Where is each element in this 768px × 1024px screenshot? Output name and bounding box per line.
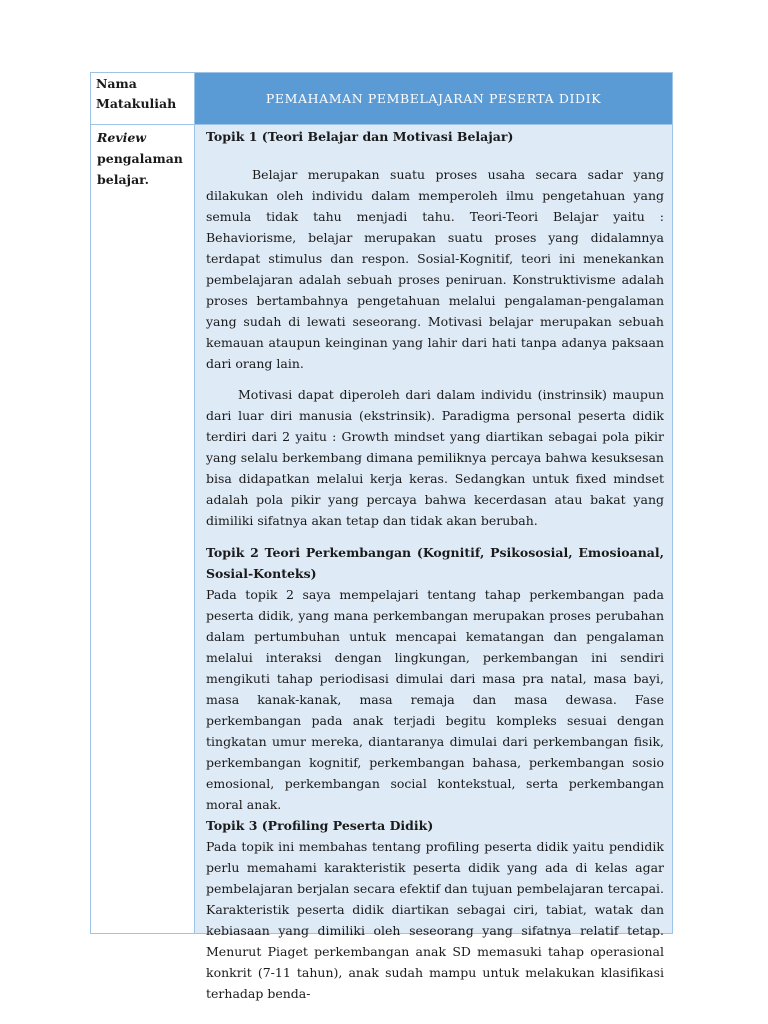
course-name-label-cell <box>91 73 195 125</box>
review-word: Review <box>97 130 147 145</box>
review-content <box>206 126 664 1001</box>
review-label-cell <box>91 125 195 934</box>
topic-2-paragraph-1: Pada topik 2 saya mempelajari tentang tahap perkembangan pada peserta didik, yang mana perkembangan merupakan proses perubahan dalam pertumbuhan untuk mencapai kematangan dan pengalaman melalui interaksi dengan lingkungan, perkembangan ini sendiri mengikuti tahap periodisasi dimulai dari masa pra natal, masa bayi, masa kanak-kanak, masa remaja dan masa dewasa. Fase perkembangan pada anak terjadi begitu kompleks sesuai dengan tingkatan umur mereka, diantaranya dimulai dari perkembangan fisik, perkembangan kognitif, perkembangan bahasa, perkembangan sosio emosional, perkembangan social kontekstual, serta perkembangan moral anak. <box>206 587 664 812</box>
topic-1-paragraph-2: Motivasi dapat diperoleh dari dalam individu (instrinsik) maupun dari luar diri manusia (ekstrinsik). Paradigma personal peserta didik terdiri dari 2 yaitu : Growth mindset yang diartikan sebagai pola pikir yang selalu berkembang dimana pemiliknya percaya bahwa kesuksesan bisa didapatkan melalui kerja keras. Sedangkan untuk fixed mindset adalah pola pikir yang percaya bahwa kecerdasan atau bakat yang dimiliki sifatnya akan tetap dan tidak akan berubah. <box>206 387 664 528</box>
topic-2-heading: Topik 2 Teori Perkembangan (Kognitif, Psikososial, Emosioanal, Sosial-Konteks) <box>206 545 664 581</box>
review-row <box>91 125 673 934</box>
label-line-matakuliah: Matakuliah <box>96 96 177 111</box>
review-table <box>90 72 673 1001</box>
review-label-line3: belajar. <box>97 172 149 187</box>
course-title: PEMAHAMAN PEMBELAJARAN PESERTA DIDIK <box>265 91 602 106</box>
review-content-cell <box>195 125 673 1001</box>
label-line-nama: Nama <box>96 76 137 91</box>
topic-1-heading: Topik 1 (Teori Belajar dan Motivasi Belajar) <box>206 129 514 144</box>
topic-1-paragraph-1: Belajar merupakan suatu proses usaha secara sadar yang dilakukan oleh individu dalam memperoleh ilmu pengetahuan yang semula tidak tahu menjadi tahu. Teori-Teori Belajar yaitu : Behaviorisme, belajar merupakan suatu proses yang didalamnya terdapat stimulus dan respon. Sosial-Kognitif, teori ini menekankan pembelajaran adalah sebuah proses peniruan. Konstruktivisme adalah proses bertambahnya pengetahuan melalui pengalaman-pengalaman yang sudah di lewati seseorang. Motivasi belajar merupakan sebuah kemauan ataupun keinginan yang lahir dari hati tanpa adanya paksaan dari orang lain. <box>206 167 664 371</box>
course-name-row <box>91 73 673 125</box>
course-title-cell <box>195 73 673 125</box>
topic-3-heading: Topik 3 (Profiling Peserta Didik) <box>206 818 434 833</box>
topic-3-paragraph-1: Pada topik ini membahas tentang profiling peserta didik yaitu pendidik perlu memahami karakteristik peserta didik yang ada di kelas agar pembelajaran berjalan secara efektif dan tujuan pembelajaran tercapai. Karakteristik peserta didik diartikan sebagai ciri, tabiat, watak dan kebiasaan yang dimiliki oleh seseorang yang sifatnya relatif tetap. Menurut Piaget perkembangan anak SD memasuki tahap operasional konkrit (7-11 tahun), anak sudah mampu untuk melakukan klasifikasi terhadap benda- <box>206 839 664 1001</box>
review-label-line2: pengalaman <box>97 151 183 166</box>
course-name-label <box>91 74 194 114</box>
